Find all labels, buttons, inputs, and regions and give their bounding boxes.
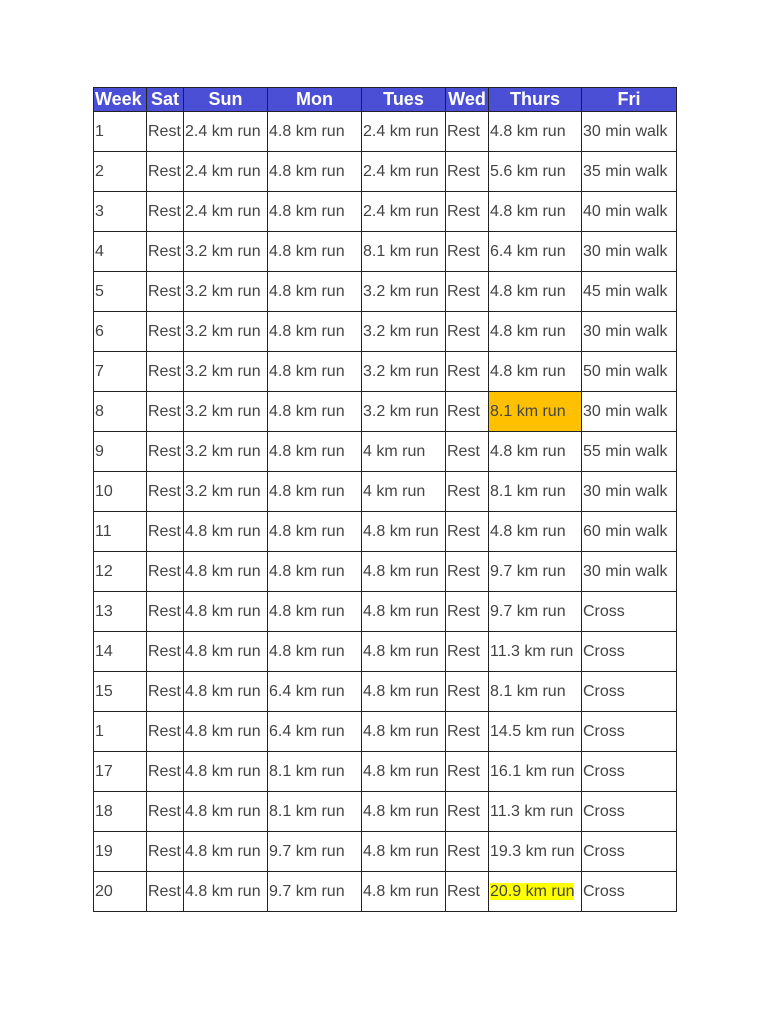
mon-cell: 4.8 km run [268,312,362,352]
header-row [94,88,677,112]
wed-cell: Rest [446,672,489,712]
sun-cell: 4.8 km run [184,672,268,712]
sat-cell: Rest [147,752,184,792]
header-sun: Sun [184,88,268,112]
fri-cell: Cross [582,632,677,672]
header-tues: Tues [362,88,446,112]
thurs-cell [489,872,582,912]
wed-cell: Rest [446,152,489,192]
sat-cell: Rest [147,592,184,632]
header-sat: Sat [147,88,184,112]
tues-cell: 3.2 km run [362,392,446,432]
table-row [94,832,677,872]
sat-cell: Rest [147,392,184,432]
header-wed: Wed [446,88,489,112]
wed-cell: Rest [446,472,489,512]
table-row [94,592,677,632]
table-row [94,872,677,912]
week-cell: 13 [94,592,147,632]
sat-cell: Rest [147,552,184,592]
sat-cell: Rest [147,232,184,272]
thurs-cell: 4.8 km run [489,272,582,312]
wed-cell: Rest [446,792,489,832]
thurs-cell: 8.1 km run [489,672,582,712]
sun-cell: 4.8 km run [184,752,268,792]
table-body [94,112,677,912]
thurs-cell: 19.3 km run [489,832,582,872]
fri-cell: Cross [582,592,677,632]
thurs-cell: 8.1 km run [489,392,582,432]
mon-cell: 8.1 km run [268,752,362,792]
mon-cell: 9.7 km run [268,872,362,912]
sun-cell: 3.2 km run [184,472,268,512]
fri-cell: 30 min walk [582,312,677,352]
tues-cell: 4.8 km run [362,672,446,712]
sun-cell: 3.2 km run [184,312,268,352]
tues-cell: 4.8 km run [362,872,446,912]
sat-cell: Rest [147,192,184,232]
week-cell: 18 [94,792,147,832]
sun-cell: 4.8 km run [184,632,268,672]
sun-cell: 4.8 km run [184,712,268,752]
thurs-cell: 5.6 km run [489,152,582,192]
thurs-cell: 11.3 km run [489,632,582,672]
sun-cell: 2.4 km run [184,192,268,232]
fri-cell: Cross [582,672,677,712]
mon-cell: 4.8 km run [268,232,362,272]
sat-cell: Rest [147,312,184,352]
week-cell: 5 [94,272,147,312]
fri-cell: 30 min walk [582,552,677,592]
sun-cell: 4.8 km run [184,832,268,872]
wed-cell: Rest [446,392,489,432]
week-cell: 2 [94,152,147,192]
tues-cell: 3.2 km run [362,352,446,392]
tues-cell: 3.2 km run [362,312,446,352]
fri-cell: Cross [582,792,677,832]
table-row [94,632,677,672]
fri-cell: 30 min walk [582,472,677,512]
sun-cell: 4.8 km run [184,512,268,552]
thurs-cell: 4.8 km run [489,312,582,352]
mon-cell: 6.4 km run [268,712,362,752]
fri-cell: Cross [582,832,677,872]
fri-cell: 50 min walk [582,352,677,392]
wed-cell: Rest [446,272,489,312]
mon-cell: 4.8 km run [268,192,362,232]
header-week: Week [94,88,147,112]
week-cell: 9 [94,432,147,472]
table-row [94,792,677,832]
tues-cell: 2.4 km run [362,192,446,232]
week-cell: 19 [94,832,147,872]
thurs-cell: 4.8 km run [489,352,582,392]
wed-cell: Rest [446,112,489,152]
table-row [94,752,677,792]
header-mon: Mon [268,88,362,112]
sat-cell: Rest [147,672,184,712]
thurs-cell: 16.1 km run [489,752,582,792]
sat-cell: Rest [147,272,184,312]
wed-cell: Rest [446,632,489,672]
week-cell: 14 [94,632,147,672]
table-row [94,472,677,512]
sun-cell: 2.4 km run [184,112,268,152]
week-cell: 8 [94,392,147,432]
table-row [94,272,677,312]
mon-cell: 4.8 km run [268,352,362,392]
week-cell: 12 [94,552,147,592]
tues-cell: 4.8 km run [362,552,446,592]
fri-cell: 30 min walk [582,232,677,272]
mon-cell: 9.7 km run [268,832,362,872]
sat-cell: Rest [147,112,184,152]
mon-cell: 4.8 km run [268,552,362,592]
thurs-cell: 8.1 km run [489,472,582,512]
fri-cell: Cross [582,872,677,912]
thurs-cell: 9.7 km run [489,552,582,592]
table-row [94,352,677,392]
sun-cell: 3.2 km run [184,392,268,432]
fri-cell: 35 min walk [582,152,677,192]
table-row [94,112,677,152]
sun-cell: 3.2 km run [184,272,268,312]
wed-cell: Rest [446,752,489,792]
table-row [94,512,677,552]
sun-cell: 3.2 km run [184,352,268,392]
tues-cell: 4 km run [362,472,446,512]
sat-cell: Rest [147,352,184,392]
mon-cell: 4.8 km run [268,432,362,472]
sun-cell: 4.8 km run [184,552,268,592]
mon-cell: 4.8 km run [268,112,362,152]
training-plan-table [93,87,677,912]
tues-cell: 4.8 km run [362,592,446,632]
wed-cell: Rest [446,312,489,352]
table-row [94,192,677,232]
sat-cell: Rest [147,472,184,512]
mon-cell: 4.8 km run [268,632,362,672]
sat-cell: Rest [147,832,184,872]
sat-cell: Rest [147,792,184,832]
fri-cell: 30 min walk [582,112,677,152]
tues-cell: 4.8 km run [362,632,446,672]
fri-cell: Cross [582,712,677,752]
header-thurs: Thurs [489,88,582,112]
sun-cell: 4.8 km run [184,792,268,832]
fri-cell: 40 min walk [582,192,677,232]
mon-cell: 6.4 km run [268,672,362,712]
week-cell: 10 [94,472,147,512]
fri-cell: 45 min walk [582,272,677,312]
week-cell: 20 [94,872,147,912]
tues-cell: 4.8 km run [362,792,446,832]
sun-cell: 4.8 km run [184,872,268,912]
week-cell: 11 [94,512,147,552]
sun-cell: 3.2 km run [184,232,268,272]
tues-cell: 4.8 km run [362,752,446,792]
fri-cell: 30 min walk [582,392,677,432]
wed-cell: Rest [446,832,489,872]
table-row [94,672,677,712]
thurs-cell: 4.8 km run [489,192,582,232]
header-fri: Fri [582,88,677,112]
wed-cell: Rest [446,432,489,472]
tues-cell: 8.1 km run [362,232,446,272]
table-row [94,552,677,592]
sat-cell: Rest [147,152,184,192]
wed-cell: Rest [446,712,489,752]
mon-cell: 4.8 km run [268,152,362,192]
tues-cell: 3.2 km run [362,272,446,312]
tues-cell: 4.8 km run [362,832,446,872]
week-cell: 1 [94,712,147,752]
sun-cell: 4.8 km run [184,592,268,632]
table-row [94,392,677,432]
mon-cell: 8.1 km run [268,792,362,832]
table-row [94,152,677,192]
fri-cell: Cross [582,752,677,792]
sat-cell: Rest [147,872,184,912]
tues-cell: 4.8 km run [362,712,446,752]
week-cell: 15 [94,672,147,712]
sun-cell: 2.4 km run [184,152,268,192]
thurs-cell: 6.4 km run [489,232,582,272]
fri-cell: 55 min walk [582,432,677,472]
mon-cell: 4.8 km run [268,472,362,512]
thurs-cell: 4.8 km run [489,112,582,152]
wed-cell: Rest [446,512,489,552]
tues-cell: 2.4 km run [362,152,446,192]
week-cell: 4 [94,232,147,272]
mon-cell: 4.8 km run [268,512,362,552]
tues-cell: 2.4 km run [362,112,446,152]
table-row [94,432,677,472]
thurs-cell: 11.3 km run [489,792,582,832]
week-cell: 17 [94,752,147,792]
sat-cell: Rest [147,512,184,552]
week-cell: 3 [94,192,147,232]
sun-cell: 3.2 km run [184,432,268,472]
tues-cell: 4.8 km run [362,512,446,552]
week-cell: 6 [94,312,147,352]
week-cell: 7 [94,352,147,392]
mon-cell: 4.8 km run [268,592,362,632]
table-row [94,712,677,752]
tues-cell: 4 km run [362,432,446,472]
table-row [94,312,677,352]
highlighted-text: 20.9 km run [490,882,575,900]
week-cell: 1 [94,112,147,152]
thurs-cell: 4.8 km run [489,512,582,552]
sat-cell: Rest [147,712,184,752]
wed-cell: Rest [446,872,489,912]
wed-cell: Rest [446,232,489,272]
table-row [94,232,677,272]
wed-cell: Rest [446,352,489,392]
wed-cell: Rest [446,552,489,592]
mon-cell: 4.8 km run [268,392,362,432]
sat-cell: Rest [147,632,184,672]
fri-cell: 60 min walk [582,512,677,552]
sat-cell: Rest [147,432,184,472]
thurs-cell: 14.5 km run [489,712,582,752]
thurs-cell: 4.8 km run [489,432,582,472]
wed-cell: Rest [446,192,489,232]
wed-cell: Rest [446,592,489,632]
thurs-cell: 9.7 km run [489,592,582,632]
mon-cell: 4.8 km run [268,272,362,312]
